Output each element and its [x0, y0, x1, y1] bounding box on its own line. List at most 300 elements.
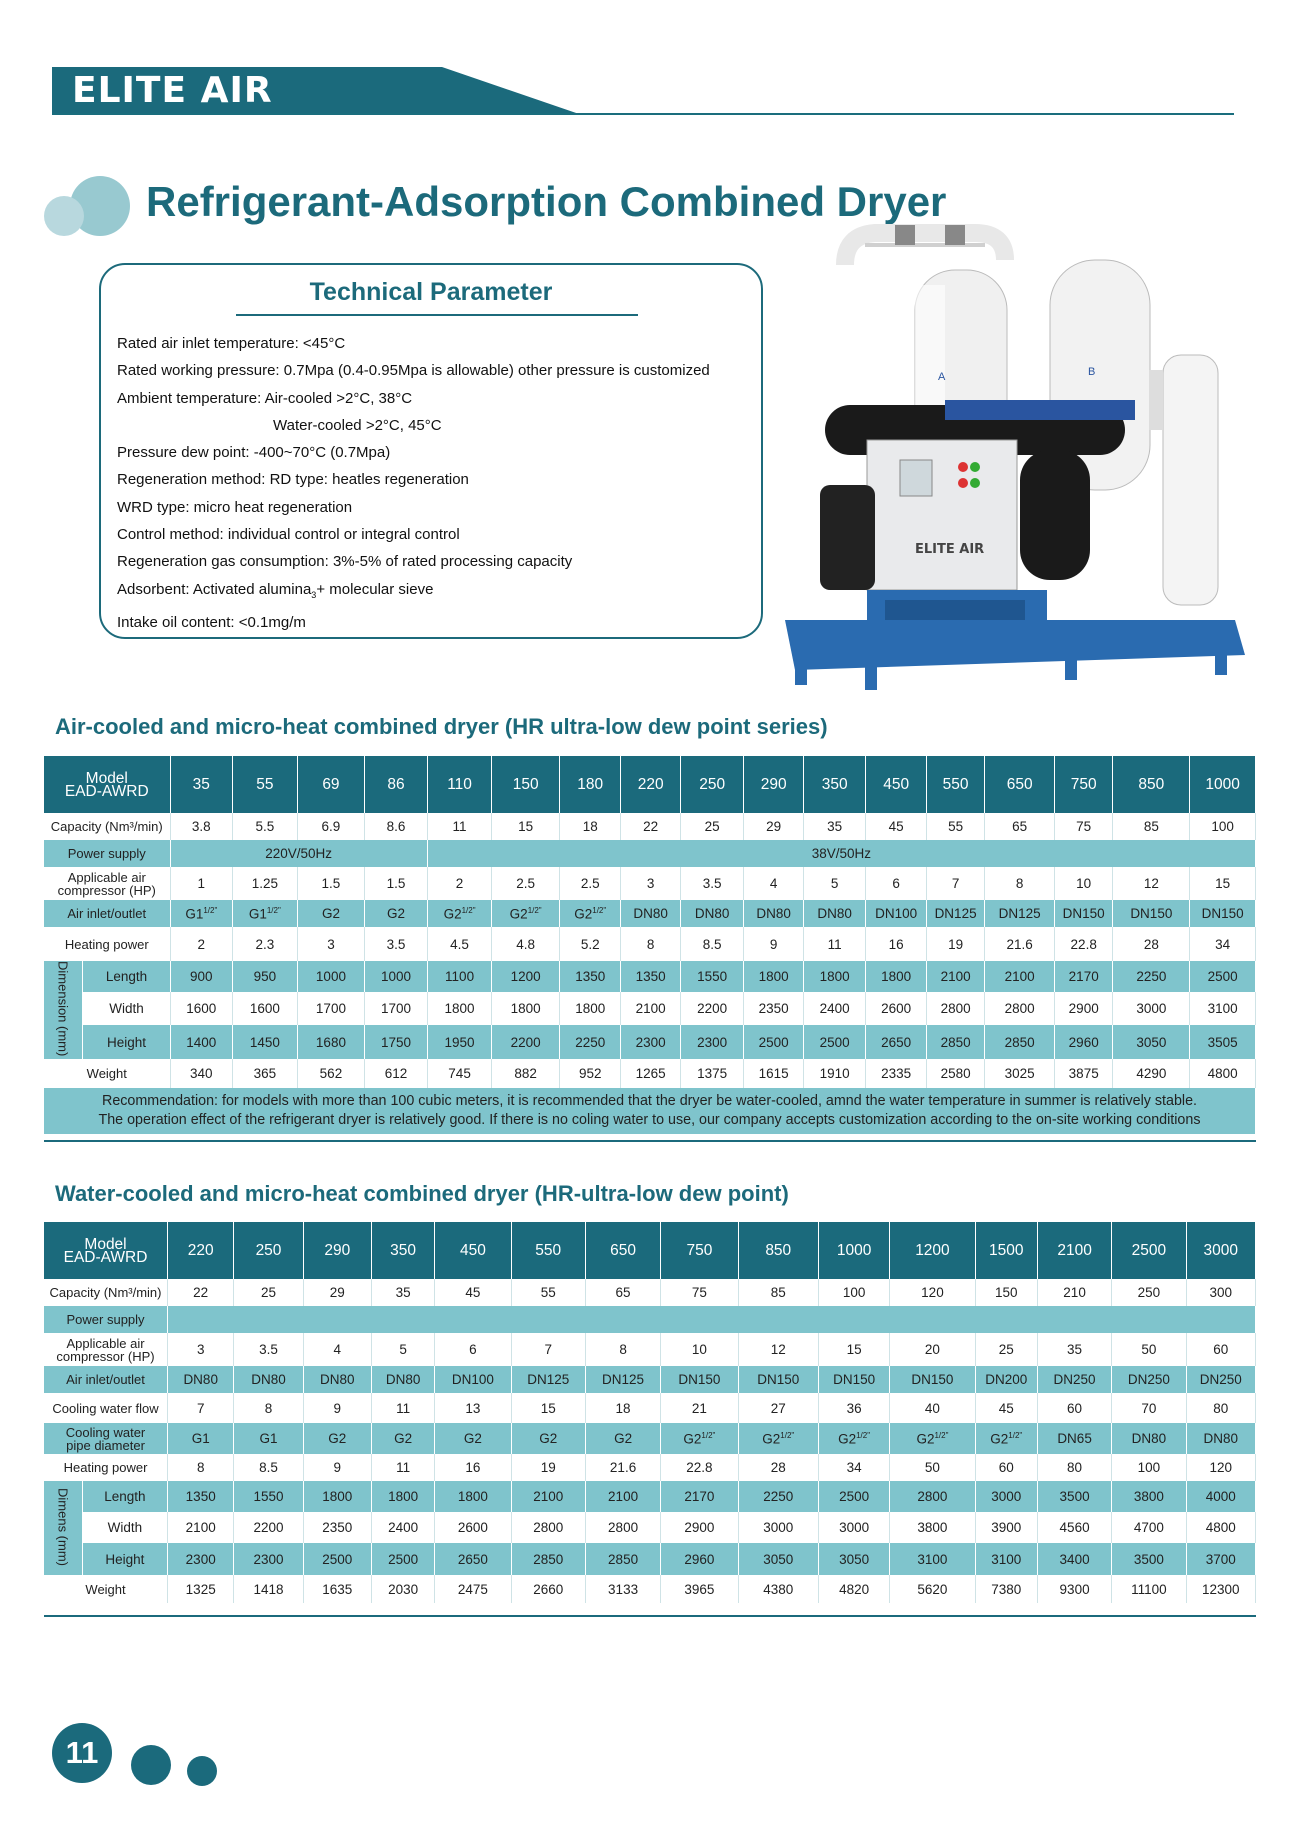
- heating-cell: [365, 927, 428, 961]
- width-cell: 2350: [744, 992, 803, 1026]
- weight-cell: [365, 1059, 428, 1088]
- capacity-cell: [427, 813, 492, 840]
- width-cell: 2100: [621, 992, 680, 1026]
- heating-value: 3: [327, 936, 335, 952]
- width-cell: 2800: [926, 992, 984, 1026]
- inlet-value: DN150: [1130, 906, 1173, 921]
- weight-value: 7380: [991, 1581, 1022, 1597]
- heating-value: 50: [924, 1460, 940, 1475]
- note-line: Recommendation: for models with more than 100 cubic meters, it is recommended that the dryer be water-cooled, amnd the water temperature in summer is relatively stable.: [102, 1093, 1197, 1110]
- heating-cell: [985, 927, 1055, 961]
- cw-pipe-value: G2: [328, 1431, 347, 1446]
- capacity-cell: [1112, 1279, 1186, 1306]
- model-header: 350: [803, 756, 866, 813]
- capacity-value: 65: [1012, 819, 1028, 834]
- weight-value: 952: [578, 1066, 602, 1082]
- heating-cell: [170, 927, 233, 961]
- capacity-cell: [866, 813, 926, 840]
- inlet-cell: [866, 900, 926, 927]
- heating-cell: [926, 927, 984, 961]
- heating-value: 28: [1143, 936, 1159, 952]
- capacity-cell: [297, 813, 365, 840]
- heating-cell: [975, 1454, 1037, 1481]
- weight-row: [44, 1059, 1256, 1088]
- width-label: Width: [83, 992, 170, 1026]
- heating-value: 22.8: [1070, 936, 1097, 952]
- model-label: [44, 756, 170, 813]
- hp-cell: 1.25: [233, 867, 298, 900]
- inlet-cell: [492, 900, 560, 927]
- recommendation-note: [44, 1088, 1256, 1134]
- capacity-cell: [435, 1279, 511, 1306]
- inlet-value: DN150: [678, 1372, 721, 1387]
- height-cell: 2650: [435, 1543, 511, 1575]
- inlet-value: DN150: [1201, 906, 1244, 921]
- svg-text:A: A: [938, 371, 946, 383]
- heating-value: 5.2: [580, 936, 600, 952]
- weight-value: 745: [448, 1066, 471, 1082]
- cw_flow-value: 13: [465, 1400, 481, 1416]
- capacity-cell: [1113, 813, 1190, 840]
- cw_flow-cell: [435, 1393, 511, 1423]
- weight-value: 4380: [763, 1581, 794, 1597]
- header-rule: [52, 113, 1234, 115]
- water-cooled-spec-table: [44, 1222, 1256, 1603]
- footer-dot-small: [187, 1756, 217, 1786]
- weight-cell: [170, 1059, 233, 1088]
- inlet-cell: [890, 1366, 975, 1393]
- weight-value: 4820: [839, 1581, 870, 1597]
- hp-label-line: Applicable air: [66, 1335, 145, 1351]
- weight-cell: [1186, 1575, 1255, 1603]
- capacity-cell: [1190, 813, 1256, 840]
- dimension-label: [44, 1481, 82, 1575]
- cw-pipe-cell: [890, 1423, 975, 1454]
- model-header: 250: [680, 756, 744, 813]
- power-value: 38V/50Hz: [427, 840, 1255, 867]
- inlet-cell: [559, 900, 620, 927]
- cw-pipe-value: G2: [762, 1431, 781, 1447]
- weight-value: 1375: [697, 1066, 728, 1082]
- inlet-cell: [744, 900, 803, 927]
- weight-cell: [661, 1575, 738, 1603]
- width-cell: 3900: [975, 1512, 1037, 1543]
- model-header: 850: [738, 1222, 818, 1279]
- capacity-value: 85: [770, 1285, 786, 1300]
- weight-cell: [297, 1059, 365, 1088]
- length-cell: 1000: [365, 961, 428, 992]
- inlet-value: DN80: [251, 1372, 286, 1387]
- capacity-cell: [1186, 1279, 1255, 1306]
- capacity-value: 11: [452, 819, 467, 834]
- capacity-cell: [621, 813, 680, 840]
- heating-value: 9: [769, 936, 778, 952]
- height-cell: 2300: [234, 1543, 303, 1575]
- weight-value: 1325: [185, 1581, 216, 1597]
- weight-cell: [427, 1059, 492, 1088]
- length-cell: 2500: [1190, 961, 1256, 992]
- height-cell: 3050: [738, 1543, 818, 1575]
- hp-cell: 6: [866, 867, 926, 900]
- capacity-cell: [585, 1279, 660, 1306]
- model-header: 55: [233, 756, 298, 813]
- inlet-row: [44, 900, 1256, 927]
- cw-pipe-cell: [1186, 1423, 1255, 1454]
- width-cell: 2400: [803, 992, 866, 1026]
- tech-line: Adsorbent: Activated alumina$_3$+ molecular sieve: [117, 580, 434, 600]
- weight-value: 1418: [253, 1581, 284, 1597]
- weight-value: 3133: [608, 1581, 639, 1597]
- capacity-value: 100: [842, 1285, 866, 1300]
- hp-cell: 7: [926, 867, 984, 900]
- weight-value: 11100: [1131, 1581, 1167, 1597]
- weight-cell: [985, 1059, 1055, 1088]
- heating-value: 80: [1067, 1460, 1083, 1475]
- heating-value: 2.3: [255, 936, 275, 952]
- hp-cell: 25: [975, 1333, 1037, 1366]
- capacity-cell: [744, 813, 803, 840]
- model-header: 35: [170, 756, 233, 813]
- capacity-cell: [661, 1279, 738, 1306]
- height-cell: 1450: [233, 1025, 298, 1059]
- hp-row: [44, 867, 1256, 900]
- note-row: [44, 1088, 1256, 1134]
- heating-value: 22.8: [686, 1460, 713, 1475]
- cw-pipe-fraction: 1/2": [856, 1430, 871, 1440]
- inlet-fraction: 1/2": [203, 905, 218, 915]
- height-cell: 3505: [1190, 1025, 1256, 1059]
- inlet-fraction: 1/2": [266, 905, 281, 915]
- heating-cell: [680, 927, 744, 961]
- model-header: 2500: [1112, 1222, 1186, 1279]
- heating-value: 100: [1137, 1460, 1161, 1475]
- capacity-value: 29: [766, 819, 782, 834]
- width-cell: 2600: [435, 1512, 511, 1543]
- width-cell: 3000: [738, 1512, 818, 1543]
- model-header: 750: [1054, 756, 1112, 813]
- capacity-value: 6.9: [321, 819, 341, 834]
- model-header: 2100: [1037, 1222, 1111, 1279]
- height-cell: 3050: [818, 1543, 889, 1575]
- page-number: 11: [52, 1723, 112, 1783]
- length-cell: 2170: [661, 1481, 738, 1512]
- cw-pipe-value: DN65: [1057, 1431, 1092, 1446]
- inlet-value: DN250: [1127, 1372, 1170, 1387]
- height-cell: 2650: [866, 1025, 926, 1059]
- width-cell: 1600: [233, 992, 298, 1026]
- width-cell: 2800: [985, 992, 1055, 1026]
- model-header: 290: [303, 1222, 371, 1279]
- model-header: 3000: [1186, 1222, 1255, 1279]
- tech-parameter-title: Technical Parameter: [309, 278, 553, 306]
- weight-value: 3875: [1068, 1066, 1099, 1082]
- weight-value: 4800: [1207, 1066, 1238, 1082]
- heating-value: 11: [827, 936, 842, 952]
- capacity-cell: [559, 813, 620, 840]
- capacity-cell: [985, 813, 1055, 840]
- heating-value: 9: [333, 1460, 342, 1475]
- model-label: [44, 1222, 168, 1279]
- capacity-cell: [492, 813, 560, 840]
- cw-pipe-value: DN80: [1203, 1431, 1239, 1446]
- cw-pipe-fraction: 1/2": [701, 1430, 716, 1440]
- cw-pipe-cell: [303, 1423, 371, 1454]
- heating-cell: [234, 1454, 303, 1481]
- height-cell: 3700: [1186, 1543, 1255, 1575]
- length-cell: 2100: [585, 1481, 660, 1512]
- inlet-cell: [297, 900, 365, 927]
- inlet-value: DN250: [1053, 1372, 1096, 1387]
- width-cell: 4800: [1186, 1512, 1255, 1543]
- footer-dot-large: [131, 1745, 171, 1785]
- hp-cell: 50: [1112, 1333, 1186, 1366]
- inlet-cell: [371, 1366, 434, 1393]
- weight-cell: [559, 1059, 620, 1088]
- inlet-cell: [168, 1366, 234, 1393]
- cw_flow-value: 15: [540, 1400, 556, 1416]
- heating-cell: [1190, 927, 1256, 961]
- hp-cell: 2: [427, 867, 492, 900]
- width-cell: 4560: [1037, 1512, 1111, 1543]
- height-cell: 3500: [1112, 1543, 1186, 1575]
- length-cell: 3500: [1037, 1481, 1111, 1512]
- model-header: 350: [371, 1222, 434, 1279]
- cw-pipe-value: G1: [259, 1431, 278, 1446]
- inlet-value: G2: [574, 906, 593, 922]
- weight-value: 2580: [940, 1066, 971, 1082]
- weight-cell: [585, 1575, 660, 1603]
- heating-row: [44, 927, 1256, 961]
- tech-line: Regeneration gas consumption: 3%-5% of rated processing capacity: [117, 553, 573, 571]
- heating-value: 19: [948, 936, 964, 952]
- cw-pipe-cell: [234, 1423, 303, 1454]
- height-cell: 2300: [680, 1025, 744, 1059]
- width-cell: 1700: [365, 992, 428, 1026]
- hp-cell: 12: [1113, 867, 1190, 900]
- weight-cell: [371, 1575, 434, 1603]
- cw-pipe-value: G2: [394, 1431, 413, 1446]
- model-header: 1000: [818, 1222, 889, 1279]
- cw_flow-row: [44, 1393, 1256, 1423]
- title-decor-circle-small: [44, 196, 84, 236]
- length-cell: 2500: [818, 1481, 889, 1512]
- hp-label: [44, 867, 170, 900]
- width-cell: 2200: [234, 1512, 303, 1543]
- weight-cell: [818, 1575, 889, 1603]
- model-label-line: Model: [85, 769, 128, 787]
- cw-pipe-value: G2: [838, 1431, 857, 1447]
- weight-value: 12300: [1202, 1581, 1240, 1597]
- height-cell: 3050: [1113, 1025, 1190, 1059]
- cw_flow-cell: [1112, 1393, 1186, 1423]
- cw_flow-cell: [234, 1393, 303, 1423]
- weight-cell: [975, 1575, 1037, 1603]
- length-cell: 1800: [371, 1481, 434, 1512]
- length-cell: 2250: [1113, 961, 1190, 992]
- inlet-cell: [1190, 900, 1256, 927]
- hp-cell: 2.5: [559, 867, 620, 900]
- capacity-value: 250: [1137, 1285, 1161, 1300]
- cw-pipe-value: G2: [916, 1431, 935, 1447]
- hp-label: [44, 1333, 168, 1366]
- width-cell: 1700: [297, 992, 365, 1026]
- width-cell: 3000: [1113, 992, 1190, 1026]
- height-label: Height: [83, 1025, 170, 1059]
- model-label-line: EAD-AWRD: [63, 1248, 148, 1266]
- cw-pipe-cell: [511, 1423, 585, 1454]
- cw_flow-label: Cooling water flow: [44, 1393, 168, 1423]
- length-cell: 1800: [435, 1481, 511, 1512]
- cw-pipe-cell: [168, 1423, 234, 1454]
- inlet-cell: [926, 900, 984, 927]
- weight-cell: [233, 1059, 298, 1088]
- inlet-cell: [621, 900, 680, 927]
- inlet-value: DN100: [875, 906, 918, 921]
- length-label: Length: [82, 1481, 167, 1512]
- heating-cell: [818, 1454, 889, 1481]
- model-header: 450: [866, 756, 926, 813]
- cw-pipe-value: G2: [539, 1431, 558, 1446]
- inlet-cell: [1186, 1366, 1255, 1393]
- inlet-cell: [738, 1366, 818, 1393]
- model-header: 1000: [1190, 756, 1256, 813]
- inlet-value: DN80: [694, 906, 730, 921]
- cw-pipe-value: G2: [463, 1431, 482, 1446]
- model-header: 250: [234, 1222, 303, 1279]
- inlet-value: DN150: [833, 1372, 876, 1387]
- heating-cell: [371, 1454, 434, 1481]
- inlet-cell: [427, 900, 492, 927]
- cw_flow-value: 11: [396, 1400, 411, 1416]
- weight-value: 882: [514, 1066, 537, 1082]
- hp-cell: 15: [1190, 867, 1256, 900]
- inlet-value: G2: [387, 906, 406, 921]
- table2-bottom-rule: [44, 1615, 1256, 1617]
- capacity-value: 45: [465, 1285, 481, 1300]
- inlet-cell: [585, 1366, 660, 1393]
- model-header: 220: [168, 1222, 234, 1279]
- heating-cell: [168, 1454, 234, 1481]
- heating-cell: [744, 927, 803, 961]
- hp-cell: 35: [1037, 1333, 1111, 1366]
- width-cell: 2600: [866, 992, 926, 1026]
- heating-value: 120: [1209, 1460, 1233, 1475]
- weight-cell: [744, 1059, 803, 1088]
- weight-cell: [303, 1575, 371, 1603]
- model-header: 110: [427, 756, 492, 813]
- inlet-cell: [365, 900, 428, 927]
- cw-pipe-value: DN80: [1131, 1431, 1167, 1446]
- table2-title: Water-cooled and micro-heat combined dryer (HR-ultra-low dew point): [55, 1181, 789, 1206]
- weight-value: 1265: [635, 1066, 666, 1082]
- weight-value: 1615: [758, 1066, 789, 1082]
- length-cell: 2800: [890, 1481, 975, 1512]
- height-cell: 2500: [803, 1025, 866, 1059]
- width-row: [44, 992, 1256, 1026]
- capacity-label: Capacity (Nm³/min): [44, 813, 170, 840]
- capacity-row: [44, 1279, 1256, 1306]
- cw-pipe-fraction: 1/2": [934, 1430, 949, 1440]
- width-cell: 3000: [818, 1512, 889, 1543]
- capacity-cell: [170, 813, 233, 840]
- brand-logo: ELITE AIR: [72, 70, 273, 111]
- height-cell: 1750: [365, 1025, 428, 1059]
- weight-value: 5620: [917, 1581, 948, 1597]
- capacity-cell: [234, 1279, 303, 1306]
- power-value: [168, 1306, 1256, 1333]
- hp-cell: 12: [738, 1333, 818, 1366]
- capacity-cell: [975, 1279, 1037, 1306]
- cw-pipe-value: G1: [191, 1431, 210, 1446]
- hp-cell: 20: [890, 1333, 975, 1366]
- width-row: [44, 1512, 1256, 1543]
- cw-pipe-label-line: pipe diameter: [66, 1437, 145, 1453]
- model-header: 86: [365, 756, 428, 813]
- inlet-value: G2: [443, 906, 462, 922]
- heating-cell: [492, 927, 560, 961]
- dimension-label-text: Dimens (mm): [55, 1487, 71, 1566]
- weight-cell: [1112, 1575, 1186, 1603]
- height-cell: 2300: [168, 1543, 234, 1575]
- cw_flow-value: 60: [1067, 1400, 1083, 1416]
- length-label: Length: [83, 961, 170, 992]
- capacity-cell: [365, 813, 428, 840]
- power-row: [44, 840, 1256, 867]
- heating-value: 4.5: [450, 936, 469, 952]
- height-cell: 3400: [1037, 1543, 1111, 1575]
- inlet-cell: [511, 1366, 585, 1393]
- width-cell: 1800: [427, 992, 492, 1026]
- capacity-value: 8.6: [386, 819, 406, 834]
- cw-pipe-fraction: 1/2": [1008, 1430, 1023, 1440]
- height-row: [44, 1025, 1256, 1059]
- heating-cell: [661, 1454, 738, 1481]
- heating-label: Heating power: [44, 927, 170, 961]
- height-cell: 2500: [744, 1025, 803, 1059]
- width-cell: 2800: [585, 1512, 660, 1543]
- hp-cell: 2.5: [492, 867, 560, 900]
- inlet-cell: [1054, 900, 1112, 927]
- inlet-value: DN125: [998, 906, 1041, 921]
- capacity-cell: [371, 1279, 434, 1306]
- heating-cell: [1186, 1454, 1255, 1481]
- length-cell: 1100: [427, 961, 492, 992]
- capacity-cell: [803, 813, 866, 840]
- inlet-value: DN80: [633, 906, 668, 921]
- length-cell: 1200: [492, 961, 560, 992]
- hp-cell: 3: [168, 1333, 234, 1366]
- inlet-value: DN125: [934, 906, 977, 921]
- dimension-label-text: Dimension (mm): [55, 961, 71, 1057]
- svg-text:ELITE AIR: ELITE AIR: [915, 542, 985, 557]
- weight-value: 3965: [684, 1581, 715, 1597]
- cw-pipe-fraction: 1/2": [780, 1430, 795, 1440]
- heating-cell: [585, 1454, 660, 1481]
- model-header: 650: [585, 1222, 660, 1279]
- hp-cell: 5: [803, 867, 866, 900]
- weight-cell: [234, 1575, 303, 1603]
- height-cell: 3100: [890, 1543, 975, 1575]
- heating-cell: [866, 927, 926, 961]
- heating-value: 2: [197, 936, 206, 952]
- header-row: [44, 1222, 1256, 1279]
- model-header: 450: [435, 1222, 511, 1279]
- capacity-value: 25: [260, 1285, 277, 1300]
- capacity-label: Capacity (Nm³/min): [44, 1279, 168, 1306]
- height-cell: 2300: [621, 1025, 680, 1059]
- table1-bottom-rule: [44, 1140, 1256, 1142]
- model-header: 290: [744, 756, 803, 813]
